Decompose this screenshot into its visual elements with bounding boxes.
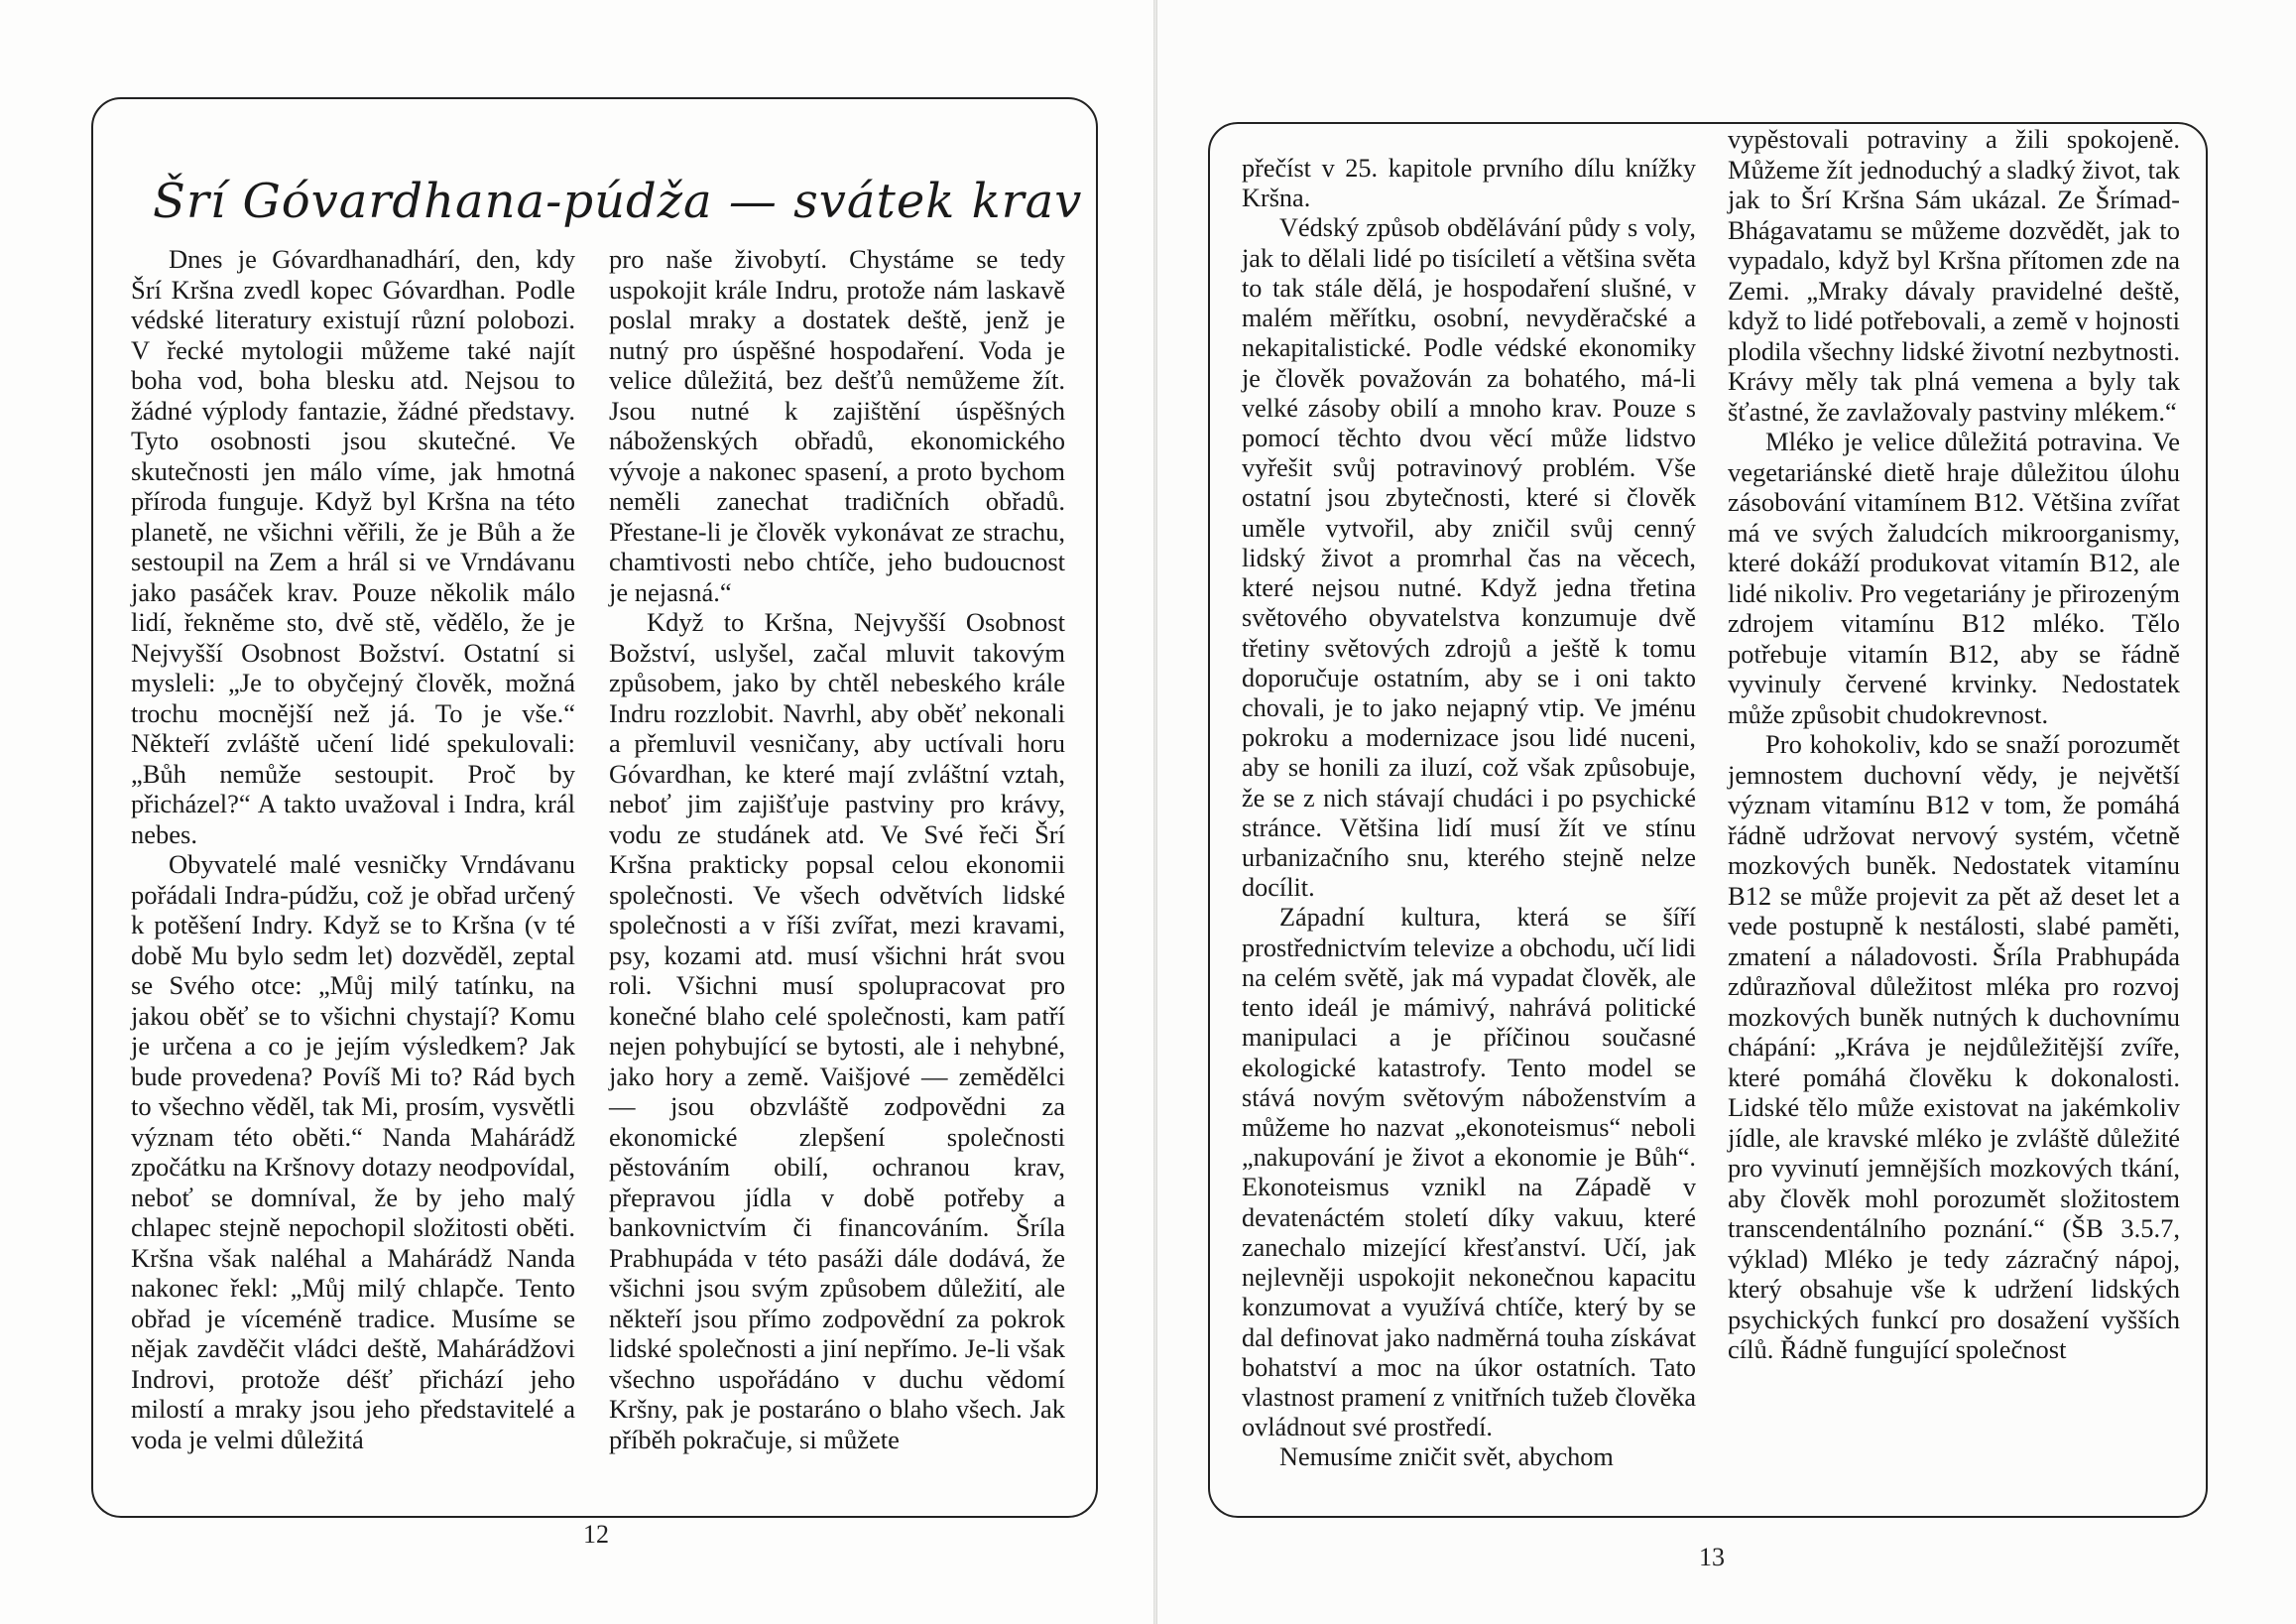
paragraph: Pro kohokoliv, kdo se snaží porozumět jemnostem duchovní vědy, je největší význam vitamínu B12 v tom, že pomáhá řádně udržovat nervový systém, včetně mozkových buněk. Nedostatek vitamínu B12 se může projevit za pět až deset let a vede postupně k nestálosti, slabé paměti, zmatení a náladovosti. Šríla Prabhupáda zdůrazňoval důležitost mléka pro rozvoj mozkových buněk nutných k duchovnímu chápání: „Kráva je nejdůležitější zvíře, které pomáhá člověku k dokonalosti. Lidské tělo může existovat na jakémkoliv jídle, ale kravské mléko je zvláště důležité pro vyvinutí jemnějších mozkových tkání, aby člověk mohl porozumět složitostem transcendentálního poznání.“ (ŠB 3.5.7, výklad) Mléko je tedy zázračný nápoj, který obsahuje vše k udržení lidských psychických funkcí pro dosažení vyšších cílů. Řádně fungující společnost <box>1728 729 2180 1364</box>
paragraph: Obyvatelé malé vesničky Vrndávanu pořádali Indra-púdžu, což je obřad určený k potěšení Indry. Když se to Kršna (v té době Mu bylo sedm let) dozvěděl, zeptal se Svého otce: „Můj milý tatínku, na jakou oběť se to všichni chystají? Komu je určena a co je jejím výsledkem? Jak bude provedena? Povíš Mi to? Rád bych to všechno věděl, tak Mi, prosím, vysvětli význam této oběti.“ Nanda Mahárádž zpočátku na Kršnovy dotazy neodpovídal, neboť se domníval, že by jeho malý chlapec stejně nepochopil složitosti oběti. Kršna však naléhal a Mahárádž Nanda nakonec řekl: „Můj milý chlapče. Tento obřad je víceméně tradice. Musíme se nějak zavděčit vládci deště, Mahárádžovi Indrovi, protože déšť přichází jeho milostí a mraky jsou jeho představitelé a voda je velmi důležitá <box>131 849 575 1454</box>
right-column-2 <box>1728 124 2180 1365</box>
article-title: Šrí Góvardhana-púdža — svátek krav <box>153 174 1083 229</box>
page-number-right: 13 <box>1699 1543 1725 1571</box>
left-page-frame <box>91 97 1098 1518</box>
paragraph: Západní kultura, která se šíří prostřednictvím televize a obchodu, učí lidi na celém světě, jak má vypadat člověk, ale tento ideál je mámivý, nahrává politické manipulaci a je příčinou současné ekologické katastrofy. Tento model se stává novým světovým náboženstvím a můžeme ho nazvat „ekonoteismus“ neboli „nakupování je život a ekonomie je Bůh“. Ekonoteismus vznikl na Západě v devatenáctém století díky vakuu, které zanechalo mizející křesťanství. Učí, jak nejlevněji uspokojit nekonečnou kapacitu konzumovat a využívá chtíče, který by se dal definovat jako nadměrná touha získávat bohatství a moc na úkor ostatních. Tato vlastnost pramení z vnitřních tužeb člověka ovládnout své prostředí. <box>1242 903 1696 1442</box>
paragraph: Když to Kršna, Nejvyšší Osobnost Božství, uslyšel, začal mluvit takovým způsobem, jako by chtěl nebeského krále Indru rozzlobit. Navrhl, aby oběť nekonali a přemluvil vesničany, aby uctívali horu Góvardhan, ke které mají zvláštní vztah, neboť jim zajišťuje pastviny pro krávy, vodu ze studánek atd. Ve Své řeči Šrí Kršna prakticky popsal celou ekonomii společnosti. Ve všech odvětvích lidské společnosti a v říši zvířat, mezi kravami, psy, kozami atd. musí všichni hrát svou roli. Všichni musí spolupracovat pro konečné blaho celé společnosti, kam patří nejen pohybující se bytosti, ale i nehybné, jako hory a země. Vaišjové — zemědělci — jsou obzvláště zodpovědni za ekonomické zlepšení společnosti pěstováním obilí, ochranou krav, přepravou jídla v době potřeby a bankovnictvím či financováním. Šríla Prabhupáda v této pasáži dále dodává, že všichni jsou svým způsobem důležití, ale někteří jsou přímo zodpovědní za pokrok lidské společnosti a jiní nepřímo. Je-li však všechno uspořádáno v duchu vědomí Kršny, pak je postaráno o blaho všech. Jak příběh pokračuje, si můžete <box>609 607 1065 1454</box>
paragraph: přečíst v 25. kapitole prvního dílu knížky Kršna. <box>1242 154 1696 213</box>
book-gutter <box>1153 0 1157 1624</box>
left-column-1 <box>131 244 575 1454</box>
right-column-1 <box>1242 154 1696 1473</box>
paragraph: Nemusíme zničit svět, abychom <box>1279 1442 1614 1472</box>
left-column-2 <box>609 244 1065 1454</box>
paragraph: Dnes je Góvardhanadhárí, den, kdy Šrí Kršna zvedl kopec Góvardhan. Podle védské literatury existují různí polobozi. V řecké mytologii můžeme také najít boha vod, boha blesku atd. Nejsou to žádné výplody fantazie, žádné představy. Tyto osobnosti jsou skutečné. Ve skutečnosti jen málo víme, jak hmotná příroda funguje. Když byl Kršna na této planetě, ne všichni věřili, že je Bůh a že sestoupil na Zem a hrál si ve Vrndávanu jako pasáček krav. Pouze několik málo lidí, řekněme sto, dvě stě, vědělo, že je Nejvyšší Osobnost Božství. Ostatní si mysleli: „Je to obyčejný člověk, možná trochu mocnější než já. To je vše.“ Někteří zvláště učení lidé spekulovali: „Bůh nemůže sestoupit. Proč by přicházel?“ A takto uvažoval i Indra, král nebes. <box>131 244 575 849</box>
paragraph: pro naše živobytí. Chystáme se tedy uspokojit krále Indru, protože nám laskavě poslal mraky a dostatek deště, jenž je nutný pro úspěšné hospodaření. Voda je velice důležitá, bez dešťů nemůžeme žít. Jsou nutné k zajištění úspěšných náboženských obřadů, ekonomického vývoje a nakonec spasení, a proto bychom neměli zanechat tradičních obřadů. Přestane-li je člověk vykonávat ze strachu, chamtivosti nebo chtíče, jeho budoucnost je nejasná.“ <box>609 244 1065 607</box>
paragraph: Mléko je velice důležitá potravina. Ve vegetariánské dietě hraje důležitou úlohu zásobování vitamínem B12. Většina zvířat má ve svých žaludcích mikroorganismy, které dokáží produkovat vitamín B12, ale lidé nikoliv. Pro vegetariány je přirozeným zdrojem vitamínu B12 mléko. Tělo potřebuje vitamín B12, aby se řádně vyvinuly červené krvinky. Nedostatek může způsobit chudokrevnost. <box>1728 427 2180 729</box>
paragraph: Védský způsob obdělávání půdy s voly, jak to dělali lidé po tisíciletí a většina světa to tak stále dělá, je hospodaření slušné, v malém měřítku, osobní, nevyděračské a nekapitalistické. Podle védské ekonomiky je člověk považován za bohatého, má-li velké zásoby obilí a mnoho krav. Pouze s pomocí těchto dvou věcí může lidstvo vyřešit svůj potravinový problém. Vše ostatní jsou zbytečnosti, které si člověk uměle vytvořil, aby zničil svůj cenný lidský život a promrhal čas na věcech, které nejsou nutné. Když jedna třetina světového obyvatelstva konzumuje dvě třetiny světových zdrojů a ještě k tomu doporučuje ostatním, aby se i oni takto chovali, je to jako nejapný vtip. Ve jménu pokroku a modernizace jsou lidé nuceni, aby se honili za iluzí, což však způsobuje, že se z nich stávají chudáci i po psychické stránce. Většina lidí musí žít ve stínu urbanizačního snu, kterého stejně nelze docílit. <box>1242 213 1696 903</box>
right-page-frame <box>1208 122 2208 1518</box>
paragraph: vypěstovali potraviny a žili spokojeně. Můžeme žít jednoduchý a sladký život, tak jak to Šrí Kršna Sám ukázal. Ze Šrímad-Bhágavatamu se můžeme dozvědět, jak to vypadalo, když byl Kršna přítomen zde na Zemi. „Mraky dávaly pravidelné deště, když to lidé potřebovali, a země v hojnosti plodila všechny lidské životní nezbytnosti. Krávy měly tak plná vemena a byly tak šťastné, že zavlažovaly pastviny mlékem.“ <box>1728 124 2180 427</box>
page-number-left: 12 <box>583 1520 609 1549</box>
